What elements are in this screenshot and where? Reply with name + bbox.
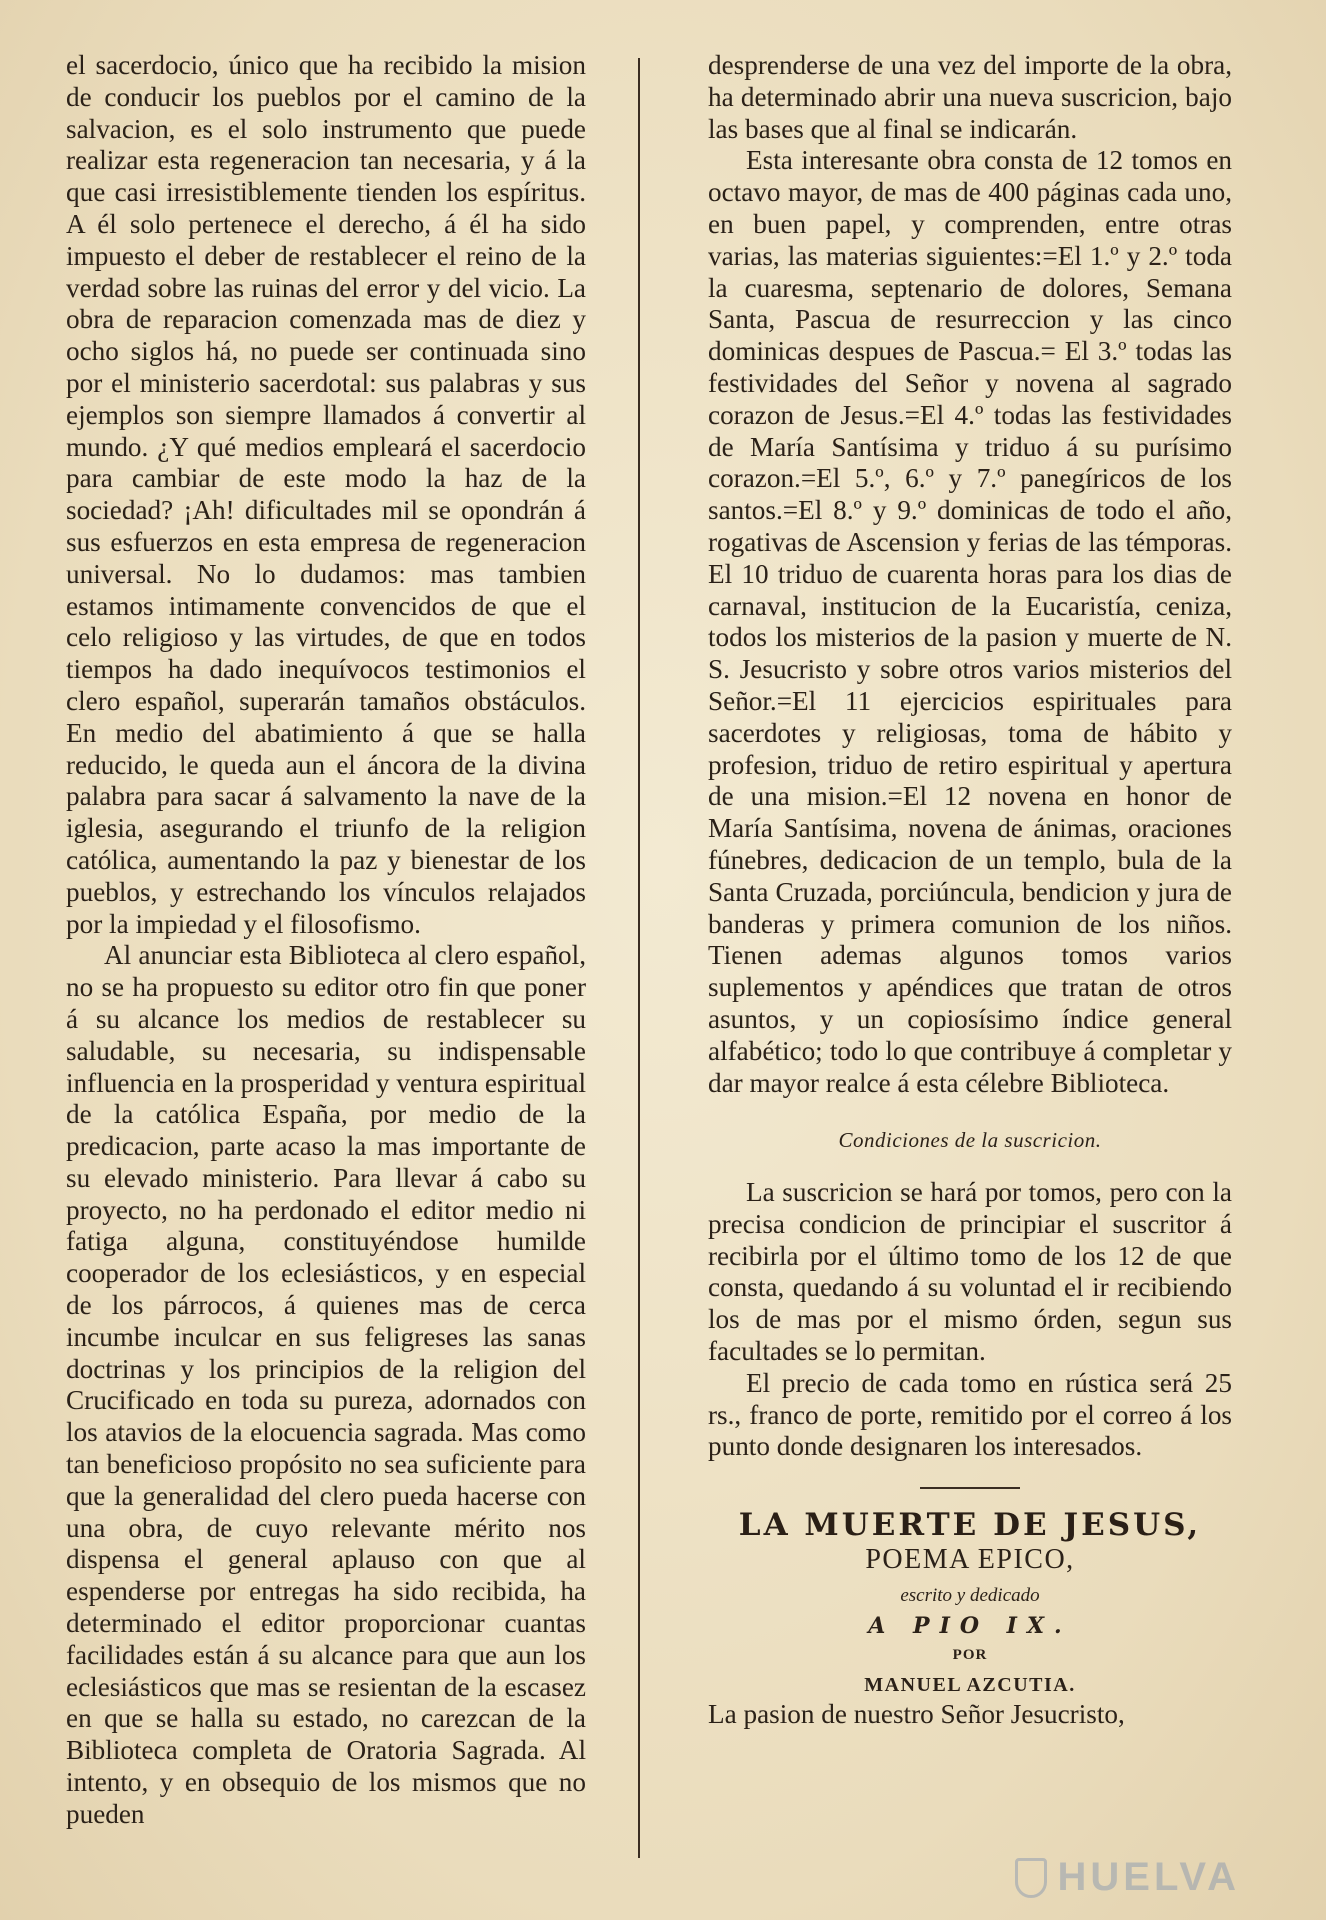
poem-first-line: La pasion de nuestro Señor Jesucristo,	[708, 1699, 1125, 1730]
poem-dedication: escrito y dedicado	[900, 1585, 1040, 1607]
archive-watermark	[1015, 1855, 1240, 1900]
watermark-text: HUELVA	[1057, 1855, 1240, 1899]
conditions-heading: Condiciones de la suscricion.	[838, 1128, 1102, 1153]
left-paragraph-2: Al anunciar esta Biblioteca al clero español, no se ha propuesto su editor otro fin que poner á su alcance los medios de restablecer su saludable, su necesaria, su indispensable influencia en la prosperidad y ventura espiritual de la católica España, por medio de la predicacion, parte acaso la mas importante de su elevado ministerio. Para llevar á cabo su proyecto, no ha perdonado el editor medio ni fatiga alguna, constituyéndose humilde cooperador de los eclesiásticos, y en especial de los párrocos, á quienes mas de cerca incumbe inculcar en sus feligreses las sanas doctrinas y los principios de la religion del Crucificado en toda su pureza, adornados con los atavios de la elocuencia sagrada. Mas como tan beneficioso propósito no sea suficiente para que la generalidad del clero pueda hacerse con una obra, de cuyo relevante mérito nos dispensa el general aplauso con que al espenderse por entregas ha sido recibida, ha determinado el editor proporcionar cuantas facilidades están á su alcance para que aun los eclesiásticos que mas se resientan de la escasez en que se halla su estado, no carezcan de la Biblioteca completa de Oratoria Sagrada. Al intento, y en obsequio de los mismos que no pueden	[66, 940, 586, 1829]
poem-author: MANUEL AZCUTIA.	[864, 1674, 1076, 1697]
shield-icon	[1015, 1858, 1047, 1898]
right-paragraph-1: desprenderse de una vez del importe de la obra, ha determinado abrir una nueva suscricion, bajo las bases que al final se indicarán.	[708, 50, 1232, 144]
right-column	[708, 50, 1232, 1731]
poem-title: LA MUERTE DE JESUS,	[738, 1507, 1202, 1544]
left-paragraph-1: el sacerdocio, único que ha recibido la mision de conducir los pueblos por el camino de la salvacion, es el solo instrumento que puede realizar esta regeneracion tan necesaria, y á la que casi irresistiblemente tienden los espíritus. A él solo pertenece el derecho, á él ha sido impuesto el deber de restablecer el reino de la verdad sobre las ruinas del error y del vicio. La obra de reparacion comenzada mas de diez y ocho siglos há, no puede ser continuada sino por el ministerio sacerdotal: sus palabras y sus ejemplos son siempre llamados á convertir al mundo. ¿Y qué medios empleará el sacerdocio para cambiar de este modo la haz de la sociedad? ¡Ah! dificultades mil se opondrán á sus esfuerzos en esta empresa de regeneracion universal. No lo dudamos: mas tambien estamos intimamente convencidos de que el celo religioso y las virtudes, de que en todos tiempos ha dado inequívocos testimonios el clero español, superarán tamaños obstáculos. En medio del abatimiento á que se halla reducido, le queda aun el áncora de la divina palabra para sacar á salvamento la nave de la iglesia, asegurando el triunfo de la religion católica, aumentando la paz y bienestar de los pueblos, y estrechando los vínculos relajados por la impiedad y el filosofismo.	[66, 50, 586, 939]
right-paragraph-2: Esta interesante obra consta de 12 tomos en octavo mayor, de mas de 400 páginas cada uno, en buen papel, y comprenden, entre otras varias, las materias siguientes:=El 1.º y 2.º toda la cuaresma, septenario de dolores, Semana Santa, Pascua de resurreccion y las cinco dominicas despues de Pascua.= El 3.º todas las festividades del Señor y novena al sagrado corazon de Jesus.=El 4.º todas las festividades de María Santísima y triduo á su purísimo corazon.=El 5.º, 6.º y 7.º panegíricos de los santos.=El 8.º y 9.º dominicas de todo el año, rogativas de Ascension y ferias de las témporas. El 10 triduo de cuarenta horas para los dias de carnaval, institucion de la Eucaristía, ceniza, todos los misterios de la pasion y muerte de N. S. Jesucristo y sobre otros varios misterios del Señor.=El 11 ejercicios espirituales para sacerdotes y religiosas, toma de hábito y profesion, triduo de retiro espiritual y apertura de una mision.=El 12 novena en honor de María Santísima, novena de ánimas, oraciones fúnebres, dedicacion de un templo, bula de la Santa Cruzada, porciúncula, bendicion y jura de banderas y primera comunion de los niños. Tienen ademas algunos tomos varios suplementos y apéndices que tratan de otros asuntos, y un copiosísimo índice general alfabético; todo lo que contribuye á completar y dar mayor realce á esta célebre Biblioteca.	[708, 145, 1232, 1098]
poem-by: POR	[952, 1647, 988, 1664]
poem-dedicatee: A PIO IX.	[868, 1613, 1072, 1640]
conditions-paragraph-1: La suscricion se hará por tomos, pero con la precisa condicion de principiar el suscritor á recibirla por el último tomo de los 12 de que consta, quedando á su voluntad el ir recibiendo los de mas por el mismo órden, segun sus facultades se lo permitan.	[708, 1177, 1232, 1367]
conditions-paragraph-2: El precio de cada tomo en rústica será 25 rs., franco de porte, remitido por el correo á los punto donde designaren los interesados.	[708, 1367, 1232, 1462]
poem-subtitle: POEMA EPICO,	[865, 1544, 1075, 1576]
left-column	[66, 50, 586, 1831]
column-divider	[638, 58, 640, 1858]
section-divider	[920, 1487, 1020, 1489]
